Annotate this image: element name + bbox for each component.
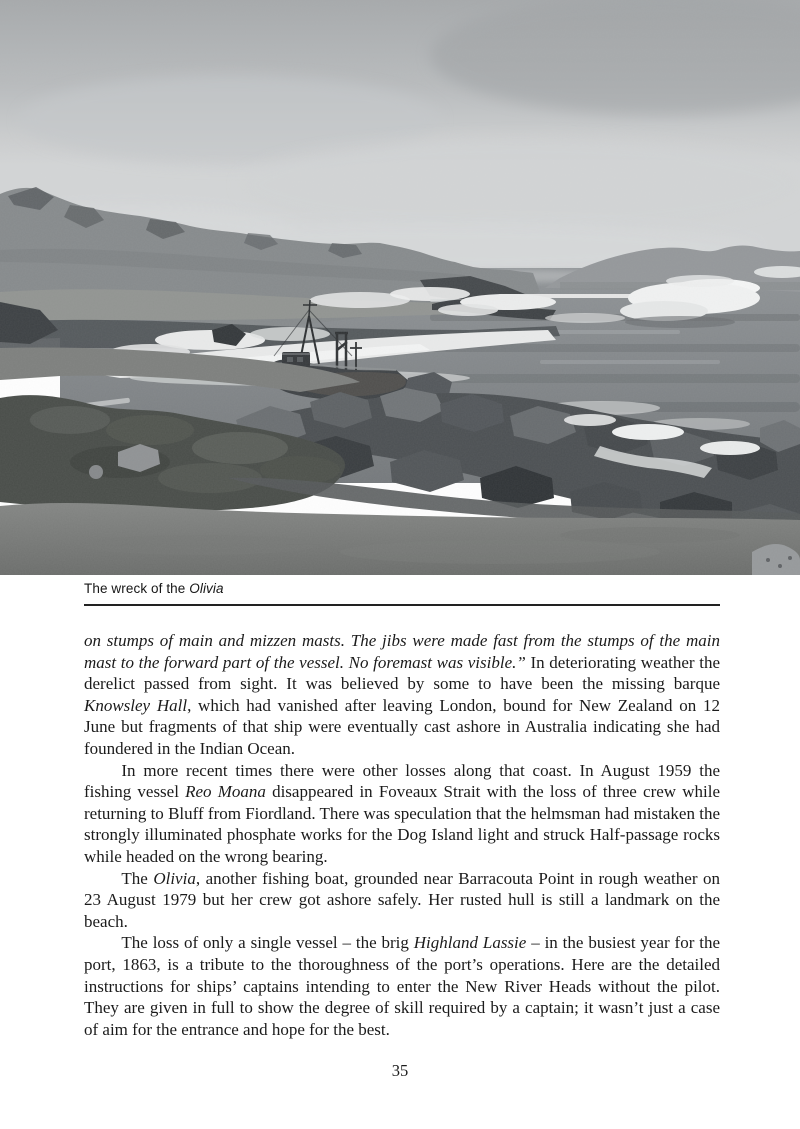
photo-caption — [84, 581, 720, 596]
text-run: The — [121, 868, 154, 888]
italic-text-run: Knowsley Hall — [84, 695, 188, 715]
italic-text-run: Highland Lassie — [413, 933, 527, 953]
body-text — [84, 630, 720, 1040]
italic-text-run: on stumps of main and mizzen masts. The jibs were made fast from the stumps of the main mast to the forward part of the vessel. No foremast was visible.” — [84, 631, 720, 672]
paragraph — [84, 932, 720, 1040]
paragraph — [84, 630, 720, 760]
text-run: , which had vanished after leaving London, bound for New Zealand on 12 June but fragments of that ship were eventually cast ashore in Australia indicating she had foundered in the Indian Ocean. — [84, 695, 720, 758]
text-run: – in the busiest year for the port, 1863, is a tribute to the thoroughness of the port’s operations. Here are the detailed instructions for ships’ captains intending to enter the New River Heads without the pilot. They are given in full to show the degree of skill required by a captain; it wasn’t just a case of aim for the entrance and hope for the best. — [84, 933, 721, 1039]
text-run: The wreck of the — [84, 581, 190, 596]
text-run: The loss of only a single vessel – the brig — [121, 933, 414, 953]
paragraph — [84, 760, 720, 868]
paragraph — [84, 868, 720, 933]
italic-text-run: Olivia — [153, 868, 196, 888]
page-number: 35 — [391, 1061, 409, 1080]
text-run: In deteriorating weather the derelict passed from sight. It was believed by some to have been the missing barque — [84, 652, 721, 694]
caption-rule — [84, 604, 720, 606]
italic-text-run: Olivia — [189, 581, 224, 596]
italic-text-run: Reo Moana — [185, 782, 266, 802]
text-run: In more recent times there were other losses along that coast. In August 1959 the fishing vessel — [84, 760, 720, 802]
text-run: disappeared in Foveaux Strait with the loss of three crew while returning to Bluff from Fiordland. There was speculation that the helmsman had mistaken the strongly illuminated phosphate works for the Dog Island light and struck Half-passage rocks while headed on the wrong bearing. — [84, 782, 720, 866]
text-run: , another fishing boat, grounded near Barracouta Point in rough weather on 23 August 1979 but her crew got ashore safely. Her rusted hull is still a landmark on the beach. — [84, 868, 720, 931]
